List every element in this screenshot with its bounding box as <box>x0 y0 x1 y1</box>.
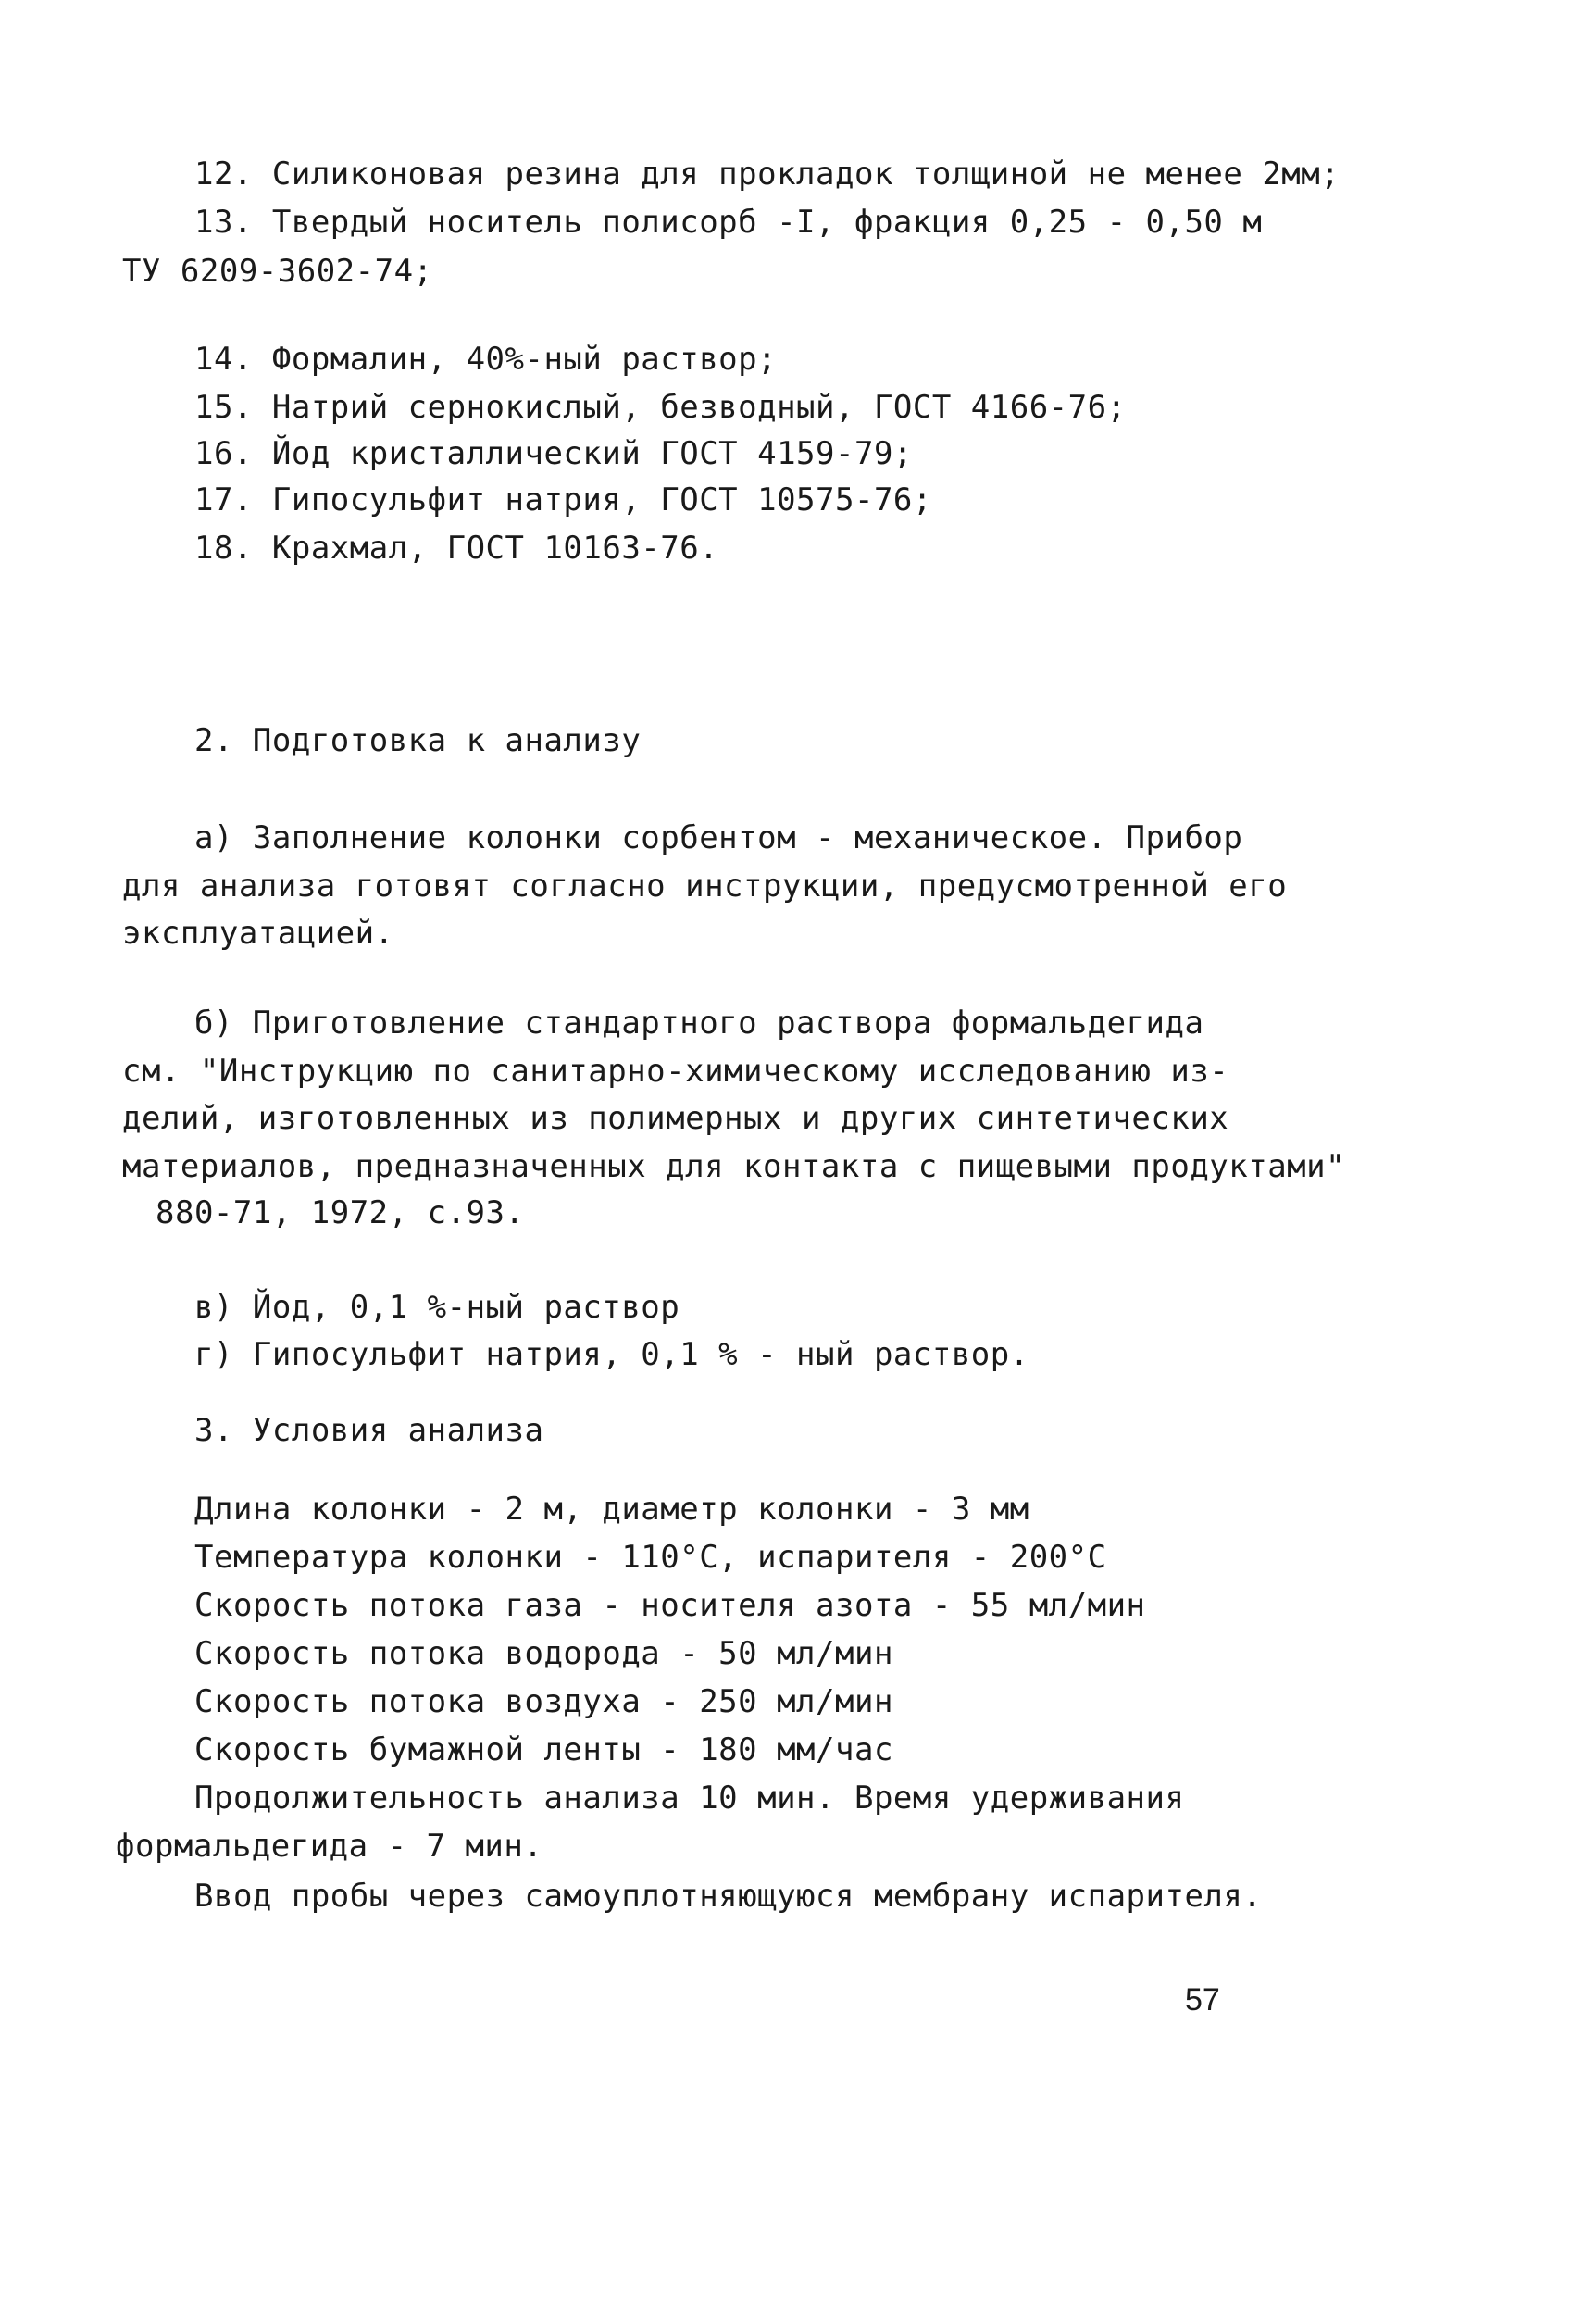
material-item-16: 16. Йод кристаллический ГОСТ 4159-79; <box>194 435 913 472</box>
item-a-line-3: эксплуатацией. <box>122 915 394 952</box>
material-item-18: 18. Крахмал, ГОСТ 10163-76. <box>194 530 719 567</box>
item-b-line-2: см. "Инструкцию по санитарно-химическому исследованию из- <box>122 1053 1229 1090</box>
condition-temperature: Температура колонки - 110°С, испарителя - 200°С <box>194 1539 1107 1576</box>
section-3-heading: 3. Условия анализа <box>194 1412 544 1449</box>
condition-paper-speed: Скорость бумажной ленты - 180 мм/час <box>194 1731 893 1768</box>
condition-sample-injection: Ввод пробы через самоуплотняющуюся мембрану испарителя. <box>194 1878 1263 1915</box>
item-b-line-5: 880-71, 1972, с.93. <box>156 1194 525 1231</box>
material-item-14: 14. Формалин, 40%-ный раствор; <box>194 341 778 378</box>
material-item-12: 12. Силиконовая резина для прокладок толщиной не менее 2мм; <box>194 156 1340 193</box>
condition-column-length: Длина колонки - 2 м, диаметр колонки - 3 мм <box>194 1491 1029 1528</box>
condition-retention-time: формальдегида - 7 мин. <box>116 1828 543 1865</box>
item-v: в) Йод, 0,1 %-ный раствор <box>194 1289 680 1326</box>
material-item-17: 17. Гипосульфит натрия, ГОСТ 10575-76; <box>194 481 932 518</box>
item-b-line-3: делий, изготовленных из полимерных и других синтетических <box>122 1100 1229 1137</box>
condition-hydrogen-flow: Скорость потока водорода - 50 мл/мин <box>194 1635 893 1672</box>
item-a-line-2: для анализа готовят согласно инструкции, предусмотренной его <box>122 868 1288 905</box>
condition-nitrogen-flow: Скорость потока газа - носителя азота - 55 мл/мин <box>194 1587 1146 1624</box>
material-item-15: 15. Натрий сернокислый, безводный, ГОСТ 4166-76; <box>194 389 1127 426</box>
section-2-heading: 2. Подготовка к анализу <box>194 722 642 759</box>
item-a-line-1: а) Заполнение колонки сорбентом - механическое. Прибор <box>194 819 1243 856</box>
item-b-line-4: материалов, предназначенных для контакта с пищевыми продуктами" <box>122 1148 1346 1185</box>
item-g: г) Гипосульфит натрия, 0,1 % - ный раствор. <box>194 1336 1029 1373</box>
condition-analysis-duration: Продолжительность анализа 10 мин. Время удерживания <box>194 1780 1185 1817</box>
condition-air-flow: Скорость потока воздуха - 250 мл/мин <box>194 1683 893 1720</box>
material-item-13: 13. Твердый носитель полисорб -I, фракция 0,25 - 0,50 м <box>194 204 1263 241</box>
page-number: 57 <box>1185 1982 1220 2017</box>
material-item-13-continuation: ТУ 6209-3602-74; <box>122 253 433 290</box>
item-b-line-1: б) Приготовление стандартного раствора формальдегида <box>194 1005 1204 1042</box>
